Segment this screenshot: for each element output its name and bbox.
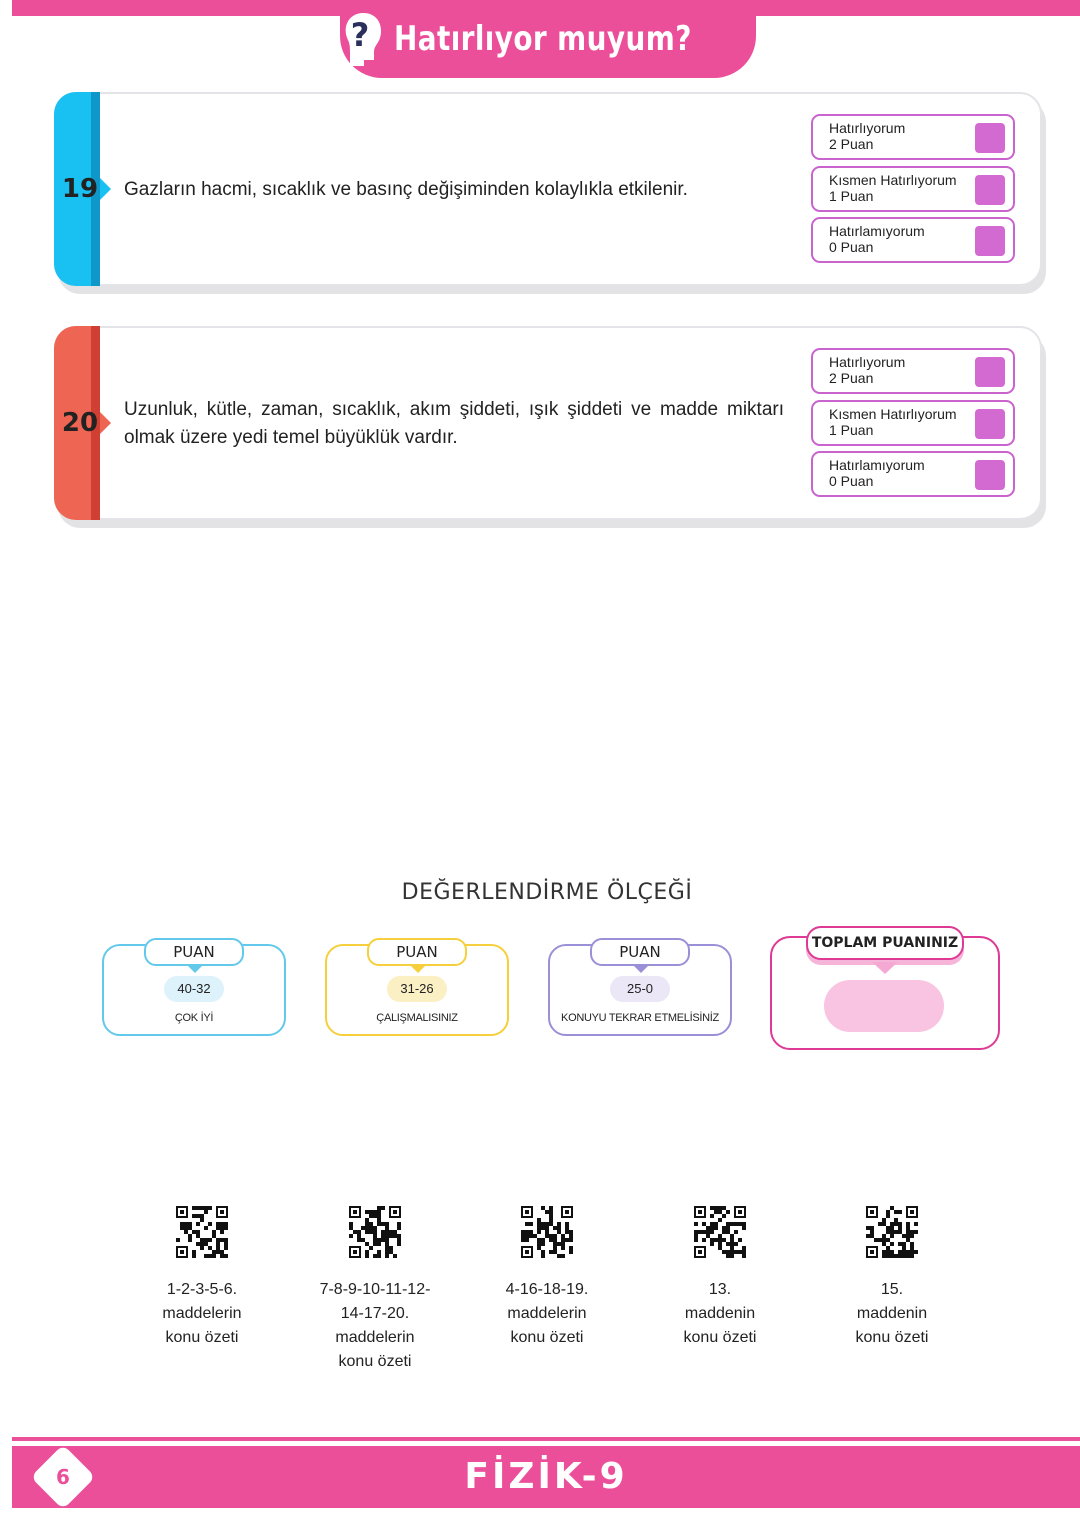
option-label: Kısmen Hatırlıyorum <box>829 406 957 422</box>
footer-line <box>12 1437 1080 1441</box>
option-checkbox[interactable] <box>975 409 1005 439</box>
qr-code-icon[interactable] <box>176 1206 228 1258</box>
option-checkbox[interactable] <box>975 123 1005 153</box>
qr-caption: 13. maddenin konu özeti <box>683 1281 757 1346</box>
option-checkbox[interactable] <box>975 357 1005 387</box>
scale-title: DEĞERLENDİRME ÖLÇEĞİ <box>401 880 693 905</box>
arrow-icon <box>100 178 111 200</box>
total-score-box <box>770 936 1000 1050</box>
head-question-icon <box>338 10 384 68</box>
qr-code-icon[interactable] <box>866 1206 918 1258</box>
qr-caption: 4-16-18-19. maddelerin konu özeti <box>505 1281 589 1346</box>
option-points: 0 Puan <box>829 473 874 489</box>
question-number: 19 <box>61 174 99 204</box>
page-title: Hatırlıyor muyum? <box>394 19 693 59</box>
option-points: 0 Puan <box>829 239 874 255</box>
option-points: 2 Puan <box>829 370 874 386</box>
arrow-icon <box>100 412 111 434</box>
scale-band-label: KONUYU TEKRAR ETMELİSİNİZ <box>561 1012 719 1024</box>
option-label: Hatırlamıyorum <box>829 223 925 239</box>
question-number: 20 <box>61 408 99 438</box>
scale-band-tag: PUAN <box>144 938 244 966</box>
scale-band-range: 25-0 <box>610 976 670 1002</box>
question-card-20 <box>54 326 1042 520</box>
scale-band-repeat <box>548 944 732 1036</box>
option-label: Kısmen Hatırlıyorum <box>829 172 957 188</box>
qr-code-icon[interactable] <box>694 1206 746 1258</box>
option-partially-remember[interactable] <box>811 400 1015 446</box>
scale-band-label: ÇOK İYİ <box>174 1012 214 1024</box>
scale-band-range: 40-32 <box>164 976 224 1002</box>
option-checkbox[interactable] <box>975 175 1005 205</box>
scale-band-tag: PUAN <box>590 938 690 966</box>
option-points: 2 Puan <box>829 136 874 152</box>
total-score-field[interactable] <box>824 980 944 1032</box>
qr-code-icon[interactable] <box>521 1206 573 1258</box>
option-points: 1 Puan <box>829 188 874 204</box>
option-remember[interactable] <box>811 348 1015 394</box>
option-label: Hatırlıyorum <box>829 120 906 136</box>
qr-caption: 7-8-9-10-11-12- 14-17-20. maddelerin konu özeti <box>319 1281 431 1370</box>
qr-caption: 15. maddenin konu özeti <box>855 1281 929 1346</box>
scale-band-very-good <box>102 944 286 1036</box>
scale-band-label: ÇALIŞMALISINIZ <box>376 1012 458 1024</box>
option-label: Hatırlıyorum <box>829 354 906 370</box>
option-checkbox[interactable] <box>975 460 1005 490</box>
option-not-remember[interactable] <box>811 451 1015 497</box>
question-text: Uzunluk, kütle, zaman, sıcaklık, akım şiddeti, ışık şiddeti ve madde miktarı olmak üzere yedi temel büyüklük vardır. <box>124 399 784 448</box>
option-checkbox[interactable] <box>975 226 1005 256</box>
scale-band-tag: PUAN <box>367 938 467 966</box>
header-banner <box>340 0 756 78</box>
subject-title: FİZİK-9 <box>464 1456 628 1497</box>
option-not-remember[interactable] <box>811 217 1015 263</box>
option-points: 1 Puan <box>829 422 874 438</box>
qr-code-icon[interactable] <box>349 1206 401 1258</box>
qr-caption: 1-2-3-5-6. maddelerin konu özeti <box>162 1281 242 1346</box>
scale-band-study <box>325 944 509 1036</box>
svg-text:?: ? <box>351 16 370 54</box>
question-card-19 <box>54 92 1042 286</box>
footer-bar <box>12 1446 1080 1508</box>
scale-band-range: 31-26 <box>387 976 447 1002</box>
total-score-label: TOPLAM PUANINIZ <box>806 926 964 960</box>
page-number: 6 <box>56 1465 70 1489</box>
option-remember[interactable] <box>811 114 1015 160</box>
option-label: Hatırlamıyorum <box>829 457 925 473</box>
question-text: Gazların hacmi, sıcaklık ve basınç değişiminden kolaylıkla etkilenir. <box>124 179 688 200</box>
option-partially-remember[interactable] <box>811 166 1015 212</box>
